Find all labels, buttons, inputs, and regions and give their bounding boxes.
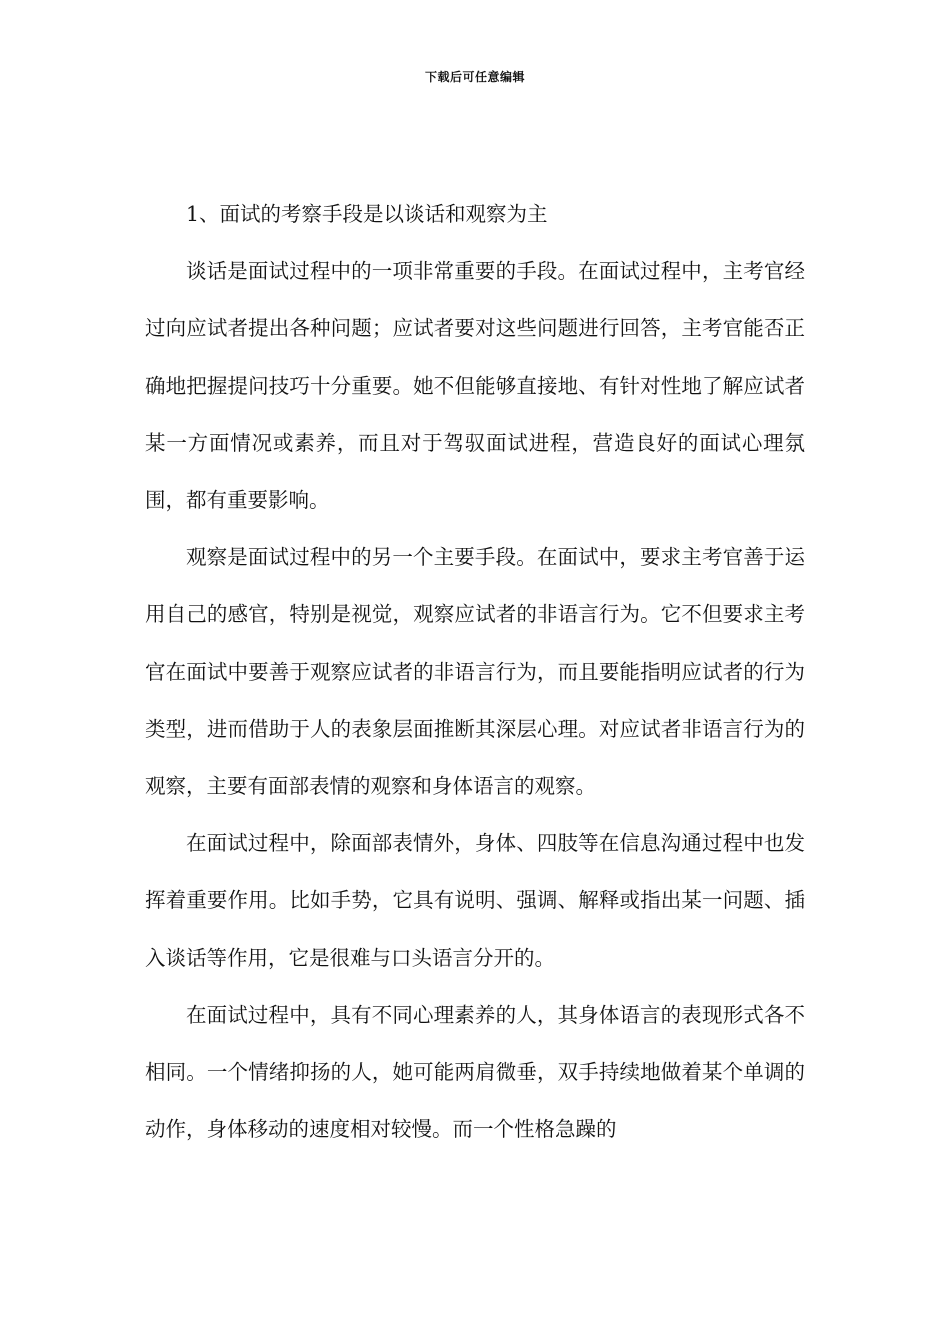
page-header: 下载后可任意编辑 (424, 70, 525, 84)
section-heading: 1、面试的考察手段是以谈话和观察为主 (186, 202, 548, 226)
document-body (145, 186, 805, 1158)
paragraph-conversation: 谈话是面试过程中的一项非常重要的手段。在面试过程中，主考官经过向应试者提出各种问题；应试者要对这些问题进行回答，主考官能否正确地把握提问技巧十分重要。她不但能够直接地、有针对性地了解应试者某一方面情况或素养，而且对于驾驭面试进程，营造良好的面试心理氛围，都有重要影响。 (145, 259, 805, 513)
paragraph-body-language: 在面试过程中，除面部表情外，身体、四肢等在信息沟通过程中也发挥着重要作用。比如手势，它具有说明、强调、解释或指出某一问题、插入谈话等作用，它是很难与口头语言分开的。 (145, 831, 805, 970)
paragraph-observation: 观察是面试过程中的另一个主要手段。在面试中，要求主考官善于运用自己的感官，特别是视觉，观察应试者的非语言行为。它不但要求主考官在面试中要善于观察应试者的非语言行为，而且要能指明应试者的行为类型，进而借助于人的表象层面推断其深层心理。对应试者非语言行为的观察，主要有面部表情的观察和身体语言的观察。 (145, 545, 805, 799)
paragraph-psychology: 在面试过程中，具有不同心理素养的人，其身体语言的表现形式各不相同。一个情绪抑扬的人，她可能两肩微垂，双手持续地做着某个单调的动作，身体移动的速度相对较慢。而一个性格急躁的 (145, 1002, 805, 1142)
